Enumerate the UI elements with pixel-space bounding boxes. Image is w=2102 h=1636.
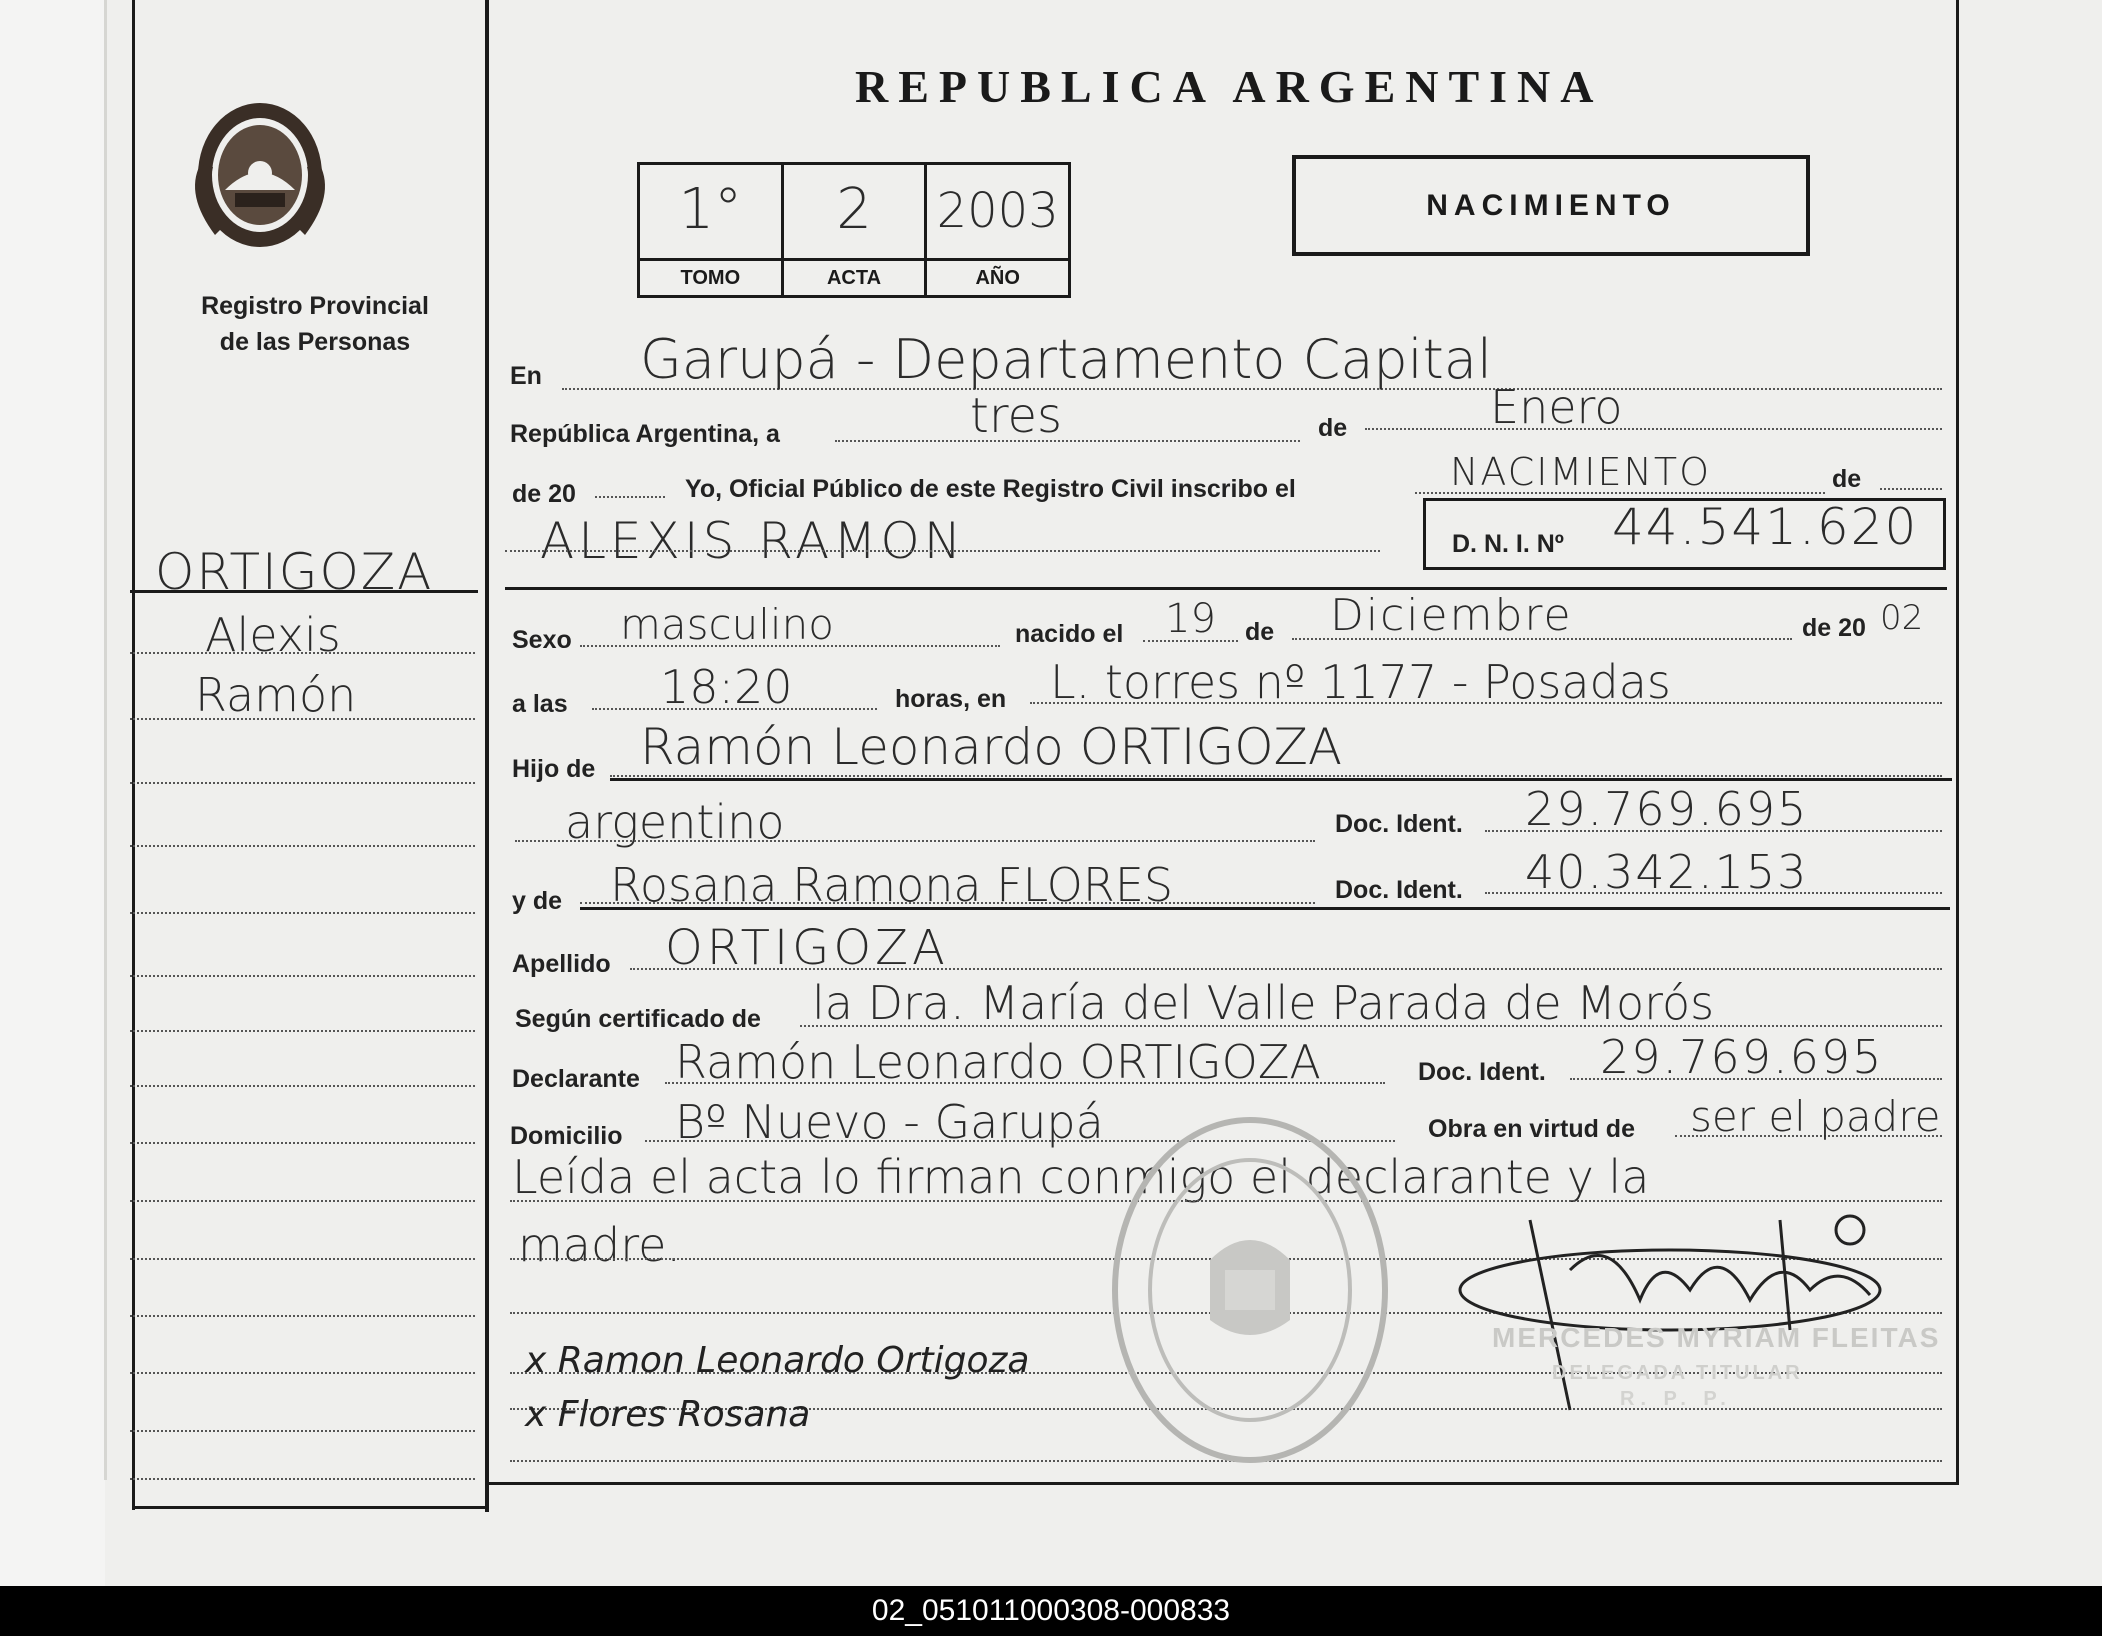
margin-given-2: Ramón: [195, 668, 357, 722]
hora-value: 18:20: [660, 660, 793, 714]
nombre-line: [505, 550, 1380, 552]
dni-label: D. N. I. Nº: [1452, 530, 1564, 558]
yde-label: y de: [512, 887, 563, 915]
section-rule-1: [505, 587, 1947, 590]
registry-line-2: de las Personas: [219, 328, 411, 356]
margin-line: [130, 1478, 475, 1480]
inscribo-value: NACIMIENTO: [1450, 450, 1712, 494]
lugar-value: L. torres nº 1177 - Posadas: [1050, 655, 1671, 709]
margin-line: [130, 1085, 475, 1087]
doc-label-2: Doc. Ident.: [1335, 876, 1463, 904]
signature-1: x Ramon Leonardo Ortigoza: [525, 1340, 1030, 1381]
en-value: Garupá - Departamento Capital: [640, 328, 1492, 391]
nacido-mes: Diciembre: [1330, 590, 1573, 641]
declarante-doc: 29.769.695: [1600, 1030, 1884, 1084]
doc-label-3: Doc. Ident.: [1418, 1058, 1546, 1086]
right-divider: [1956, 0, 1959, 1485]
nacido-label: nacido el: [1015, 620, 1124, 648]
margin-line: [130, 1430, 475, 1432]
margin-line: [130, 1200, 475, 1202]
margin-line: [130, 1315, 475, 1317]
nombre-value: ALEXIS RAMON: [540, 512, 966, 570]
de20-line: [595, 496, 665, 498]
margin-line: [130, 1258, 475, 1260]
de-label-2: de: [1832, 465, 1862, 493]
page-fold: [104, 0, 107, 1480]
margin-surname-underline: [130, 590, 478, 593]
yo-label: Yo, Oficial Público de este Registro Civil inscribo el: [685, 475, 1296, 503]
mes-line: [1365, 428, 1942, 430]
alas-label: a las: [512, 690, 568, 718]
republica-label: República Argentina, a: [510, 420, 780, 448]
margin-line: [130, 845, 475, 847]
official-role: DELEGADA TITULAR: [1552, 1362, 1803, 1384]
provincial-seal-icon: [145, 95, 375, 255]
de20-label: de 20: [512, 480, 576, 508]
margin-given-1: Alexis: [205, 608, 341, 662]
mes-value: Enero: [1490, 380, 1623, 434]
registry-name: [150, 288, 480, 360]
declarante-value: Ramón Leonardo ORTIGOZA: [675, 1035, 1321, 1089]
certificado-label: Según certificado de: [515, 1005, 761, 1033]
de20-label-2: de 20: [1802, 614, 1866, 642]
dni-value: 44.541.620: [1612, 498, 1919, 556]
madre-doc: 40.342.153: [1525, 845, 1809, 899]
apellido-label: Apellido: [512, 950, 611, 978]
top-left-divider: [132, 0, 135, 1510]
tomo-value: 1°: [678, 177, 743, 242]
image-id-bar: [0, 1586, 2102, 1636]
margin-line: [130, 1372, 475, 1374]
official-name: MERCEDES MYRIAM FLEITAS: [1492, 1322, 1941, 1353]
hijo-label: Hijo de: [512, 755, 596, 783]
signature-2: x Flores Rosana: [525, 1394, 811, 1435]
obra-value: ser el padre: [1690, 1092, 1941, 1141]
dia-value: tres: [970, 388, 1063, 444]
section-rule-3: [580, 907, 1950, 910]
registry-line-1: Registro Provincial: [201, 292, 429, 320]
madre-value: Rosana Ramona FLORES: [610, 858, 1174, 912]
acta-cell: [784, 165, 928, 295]
center-divider: [485, 0, 489, 1512]
margin-line: [130, 912, 475, 914]
domicilio-value: Bº Nuevo - Garupá: [675, 1095, 1104, 1149]
left-page-edge: [0, 0, 105, 1586]
margin-line: [130, 975, 475, 977]
apellido-value: ORTIGOZA: [665, 920, 949, 976]
domicilio-label: Domicilio: [510, 1122, 623, 1150]
nacionalidad-line: [515, 840, 1315, 842]
acta-label: ACTA: [784, 258, 925, 295]
padre-value: Ramón Leonardo ORTIGOZA: [640, 718, 1343, 776]
nacido-ano: 02: [1880, 598, 1924, 638]
tomo-label: TOMO: [640, 258, 781, 295]
margin-line: [130, 718, 475, 720]
record-type-box: [1292, 155, 1810, 256]
en-label: En: [510, 362, 542, 390]
ano-value: 2003: [936, 183, 1059, 239]
horas-label: horas, en: [895, 685, 1007, 713]
tomo-cell: [640, 165, 784, 295]
nacido-dia: 19: [1165, 596, 1216, 642]
de-tail-line: [1880, 488, 1942, 490]
margin-line: [130, 652, 475, 654]
ano-label: AÑO: [927, 258, 1068, 295]
bottom-right-rule: [488, 1482, 1958, 1485]
official-stamp-icon: [1105, 1110, 1395, 1470]
nacionalidad-value: argentino: [565, 795, 785, 849]
de-label: de: [1318, 414, 1348, 442]
bottom-left-rule: [132, 1506, 488, 1509]
padre-doc: 29.769.695: [1525, 782, 1809, 836]
margin-line: [130, 1142, 475, 1144]
sexo-value: masculino: [620, 600, 834, 649]
ano-cell: [927, 165, 1068, 295]
declarante-label: Declarante: [512, 1065, 640, 1093]
doc-label: Doc. Ident.: [1335, 810, 1463, 838]
record-type: NACIMIENTO: [1426, 188, 1676, 222]
volume-table: [637, 162, 1071, 298]
section-rule-2: [610, 778, 1952, 781]
nota-line-1: Leída el acta lo firman conmigo el declarante y la: [512, 1150, 1650, 1204]
acta-value: 2: [836, 177, 872, 242]
margin-line: [130, 782, 475, 784]
obra-label: Obra en virtud de: [1428, 1115, 1635, 1143]
margin-surname: ORTIGOZA: [155, 543, 434, 601]
document-title: REPUBLICA ARGENTINA: [855, 61, 1604, 112]
margin-line: [130, 1030, 475, 1032]
nota-line-2: madre.: [518, 1218, 682, 1272]
certificado-value: la Dra. María del Valle Parada de Morós: [812, 976, 1715, 1030]
image-label: 02_051011000308-000833: [871, 1594, 1231, 1627]
official-org: R. P. P.: [1620, 1388, 1732, 1410]
de-label-3: de: [1245, 618, 1275, 646]
sexo-label: Sexo: [512, 626, 572, 654]
dia-line: [835, 440, 1300, 442]
